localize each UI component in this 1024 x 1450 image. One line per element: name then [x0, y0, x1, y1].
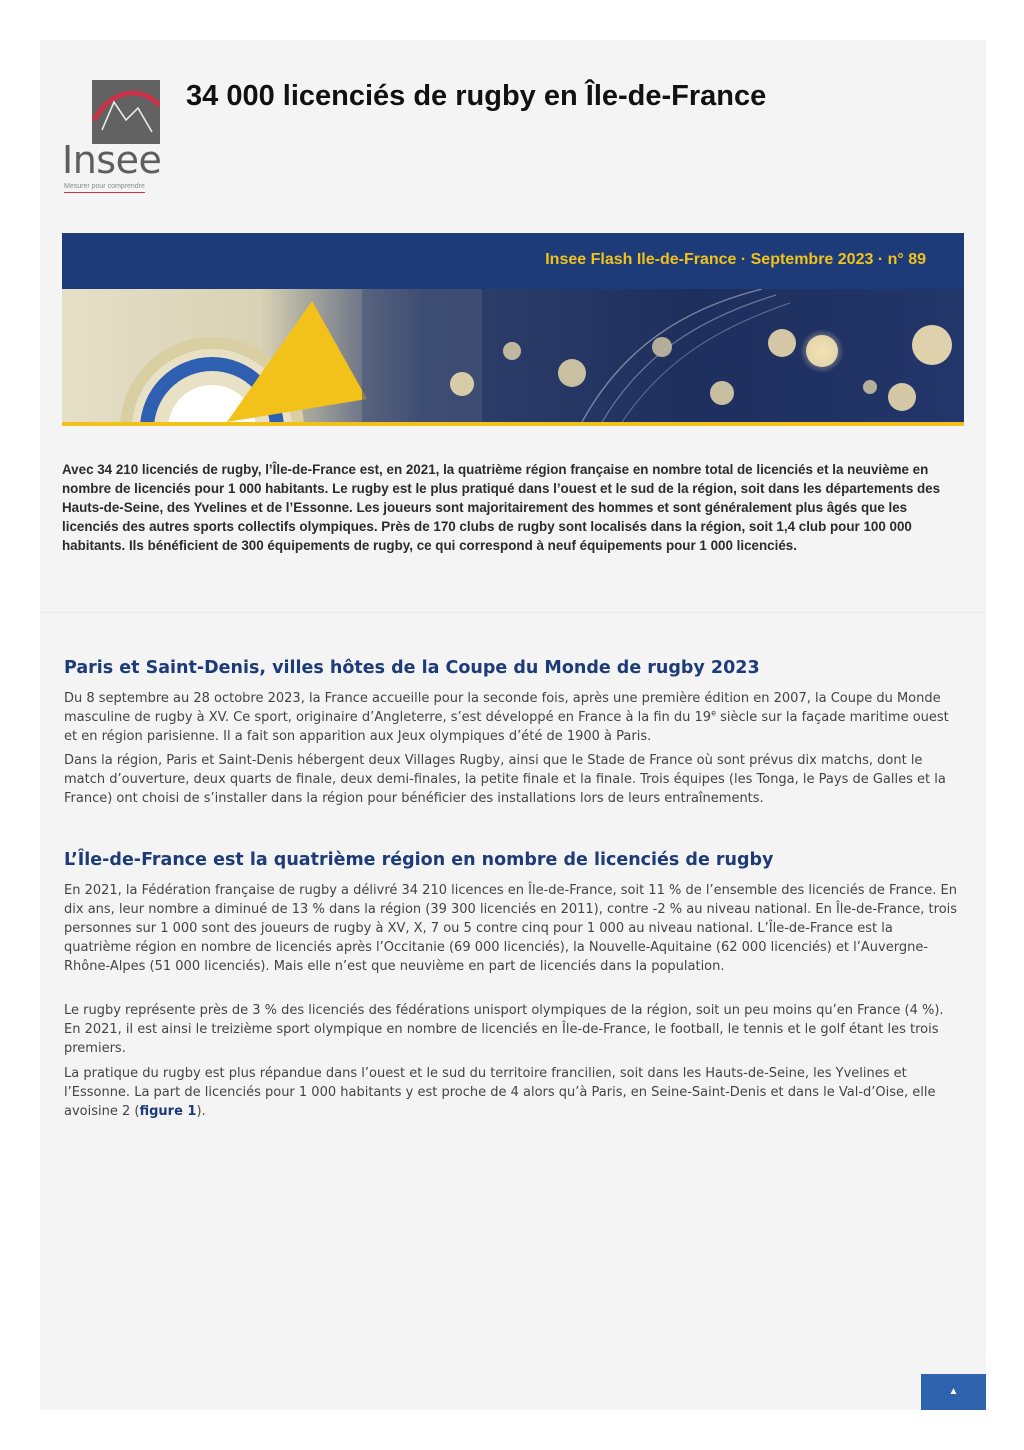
section1-paragraph-2: Dans la région, Paris et Saint-Denis hébergent deux Villages Rugby, ainsi que le Stade de France où sont prévus dix matchs, dont le match d’ouverture, deux quarts de finale, deux demi-finales, la petite finale et la finale. Trois équipes (les Tonga, le Pays de Galles et la France) ont choisi de s’installer dans la région pour bénéficier des installations lors de leurs entraînements.	[64, 753, 946, 806]
publication-label: Insee Flash Ile-de-France · Septembre 2023 · n° 89	[545, 251, 926, 268]
section-divider	[40, 612, 986, 613]
logo-wordmark: Insee	[62, 138, 162, 182]
back-to-top-button[interactable]: ▲	[921, 1374, 986, 1410]
banner-accent-line	[62, 422, 964, 426]
figure-1-link[interactable]: figure 1	[139, 1104, 197, 1119]
document-page	[40, 40, 986, 1410]
banner-illustration	[62, 289, 964, 422]
insee-logo[interactable]	[62, 78, 166, 198]
intro-summary: Avec 34 210 licenciés de rugby, l’Île-de-France est, en 2021, la quatrième région française en nombre total de licenciés et la neuvième en nombre de licenciés pour 1 000 habitants. Le rugby est le plus pratiqué dans l’ouest et le sud de la région, soit dans les départements des Hauts-de-Seine, des Yvelines et de l’Essonne. Les joueurs sont majoritairement des hommes et sont généralement plus âgés que les licenciés des autres sports collectifs olympiques. Près de 170 clubs de rugby sont localisés dans la région, soit 1,4 club pour 100 000 habitants. Ils bénéficient de 300 équipements de rugby, ce qui correspond à neuf équipements pour 1 000 licenciés.	[62, 462, 941, 553]
page-title: 34 000 licenciés de rugby en Île-de-France	[186, 80, 767, 112]
section2-paragraph-2: Le rugby représente près de 3 % des licenciés des fédérations unisport olympiques de la région, soit un peu moins qu’en France (4 %). En 2021, il est ainsi le treizième sport olympique en nombre de licenciés en Île-de-France, le football, le tennis et le golf étant les trois premiers.	[64, 1003, 944, 1056]
section2-heading: L’Île-de-France est la quatrième région en nombre de licenciés de rugby	[64, 850, 774, 870]
section1-heading: Paris et Saint-Denis, villes hôtes de la Coupe du Monde de rugby 2023	[64, 658, 760, 678]
logo-tagline: Mesurer pour comprendre	[64, 182, 145, 193]
section1-paragraph-1: Du 8 septembre au 28 octobre 2023, la France accueille pour la seconde fois, après une première édition en 2007, la Coupe du Monde masculine de rugby à XV. Ce sport, originaire d’Angleterre, s’est développé en France à la fin du 19e siècle sur la façade maritime ouest et en région parisienne. Il a fait son apparition aux Jeux olympiques d’été de 1900 à Paris.	[64, 691, 949, 744]
logo-mark-icon	[92, 80, 160, 144]
section2-paragraph-3: La pratique du rugby est plus répandue dans l’ouest et le sud du territoire francilien, soit dans les Hauts-de-Seine, les Yvelines et l’Essonne. La part de licenciés pour 1 000 habitants y est proche de 4 alors qu’à Paris, en Seine-Saint-Denis et dans le Val-d’Oise, elle avoisine 2 (figure 1).	[64, 1066, 936, 1119]
section2-paragraph-1: En 2021, la Fédération française de rugby a délivré 34 210 licences en Île-de-France, soit 11 % de l’ensemble des licenciés de France. En dix ans, leur nombre a diminué de 13 % dans la région (39 300 licenciés en 2011), contre -2 % au niveau national. En Île-de-France, trois personnes sur 1 000 sont des joueurs de rugby à XV, X, 7 ou 5 contre cinq pour 1 000 au niveau national. L’Île-de-France est la quatrième région en nombre de licenciés après l’Occitanie (69 000 licenciés), la Nouvelle-Aquitaine (62 000 licenciés) et l’Auvergne-Rhône-Alpes (51 000 licenciés). Mais elle n’est que neuvième en part de licenciés dans la population.	[64, 883, 958, 974]
publication-banner	[62, 233, 964, 289]
